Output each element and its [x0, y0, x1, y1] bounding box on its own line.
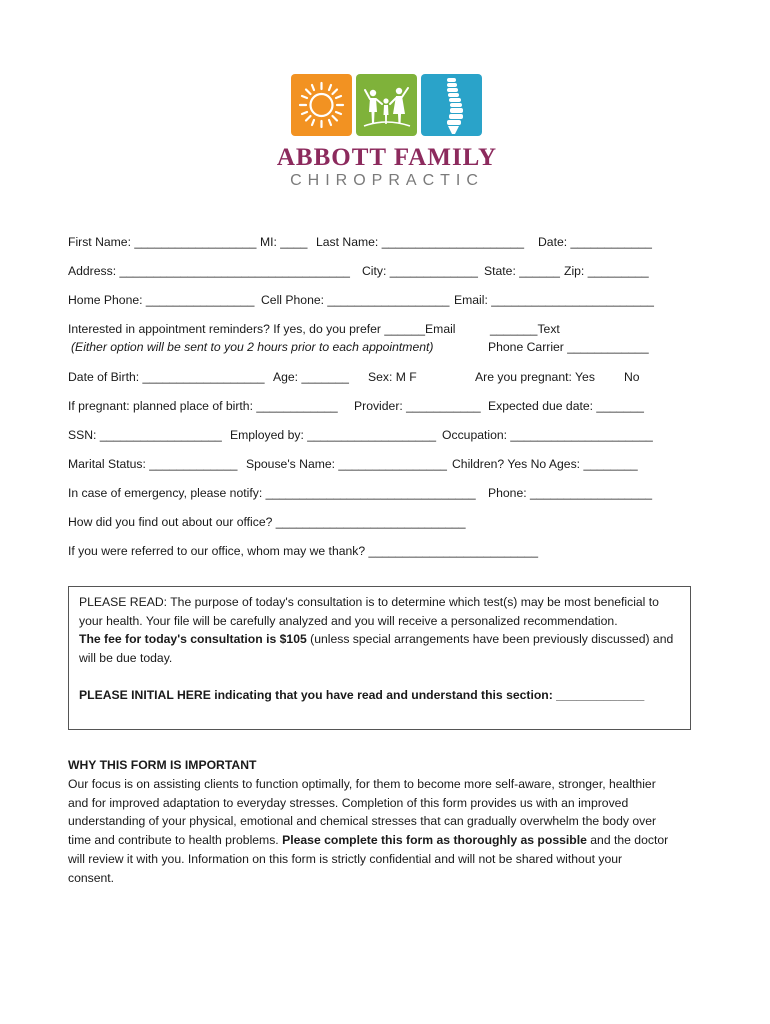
sex-options[interactable]: Sex: M F: [368, 370, 417, 384]
first-name-field[interactable]: First Name: __________________: [68, 235, 257, 249]
zip-field[interactable]: Zip: _________: [564, 264, 649, 278]
reminder-email-option[interactable]: Interested in appointment reminders? If yes, do you prefer ______Email: [68, 322, 456, 336]
logo: [291, 74, 483, 136]
cell-phone-field[interactable]: Cell Phone: __________________: [261, 293, 450, 307]
why-paragraph-line: and for improved adaptation to everyday stresses. Completion of this form provides us with an improved: [68, 796, 629, 810]
phone-carrier-field[interactable]: Phone Carrier ____________: [488, 340, 649, 354]
why-heading: WHY THIS FORM IS IMPORTANT: [68, 758, 257, 772]
pregnant-no-option[interactable]: No: [624, 370, 640, 384]
reminder-note: (Either option will be sent to you 2 hours prior to each appointment): [71, 340, 434, 354]
occupation-field[interactable]: Occupation: _____________________: [442, 428, 653, 442]
address-field[interactable]: Address: __________________________________: [68, 264, 350, 278]
why-paragraph-line: will review it with you. Information on this form is strictly confidential and will not be shared without your: [68, 852, 623, 866]
brand-name: ABBOTT FAMILY: [276, 144, 498, 171]
why-paragraph-line: Our focus is on assisting clients to function optimally, for them to become more self-aware, stronger, healthier: [68, 777, 656, 791]
referred-by-field[interactable]: If you were referred to our office, whom may we thank? _________________________: [68, 544, 538, 558]
family-icon: [356, 74, 417, 136]
notice-line: will be due today.: [79, 651, 173, 665]
complete-thoroughly-statement: Please complete this form as thoroughly as possible: [282, 833, 587, 847]
birth-place-field[interactable]: If pregnant: planned place of birth: ____________: [68, 399, 338, 413]
pregnant-yes-option[interactable]: Are you pregnant: Yes: [475, 370, 595, 384]
spouse-name-field[interactable]: Spouse's Name: ________________: [246, 457, 447, 471]
date-field[interactable]: Date: ____________: [538, 235, 652, 249]
age-field[interactable]: Age: _______: [273, 370, 349, 384]
notice-line: PLEASE READ: The purpose of today's consultation is to determine which test(s) may be most beneficial to: [79, 595, 659, 609]
why-paragraph-line: time and contribute to health problems. Please complete this form as thoroughly as possible and the doctor: [68, 833, 669, 847]
why-paragraph-line: consent.: [68, 871, 115, 885]
middle-initial-field[interactable]: MI: ____: [260, 235, 308, 249]
emergency-contact-field[interactable]: In case of emergency, please notify: _______________________________: [68, 486, 476, 500]
initial-here-field[interactable]: PLEASE INITIAL HERE indicating that you have read and understand this section: _____________: [79, 688, 645, 702]
employed-by-field[interactable]: Employed by: ___________________: [230, 428, 437, 442]
email-field[interactable]: Email: ________________________: [454, 293, 654, 307]
due-date-field[interactable]: Expected due date: _______: [488, 399, 644, 413]
ssn-field[interactable]: SSN: __________________: [68, 428, 222, 442]
notice-line: your health. Your file will be carefully analyzed and you will receive a personalized recommendation.: [79, 614, 618, 628]
provider-field[interactable]: Provider: ___________: [354, 399, 481, 413]
last-name-field[interactable]: Last Name: _____________________: [316, 235, 525, 249]
spine-icon: [421, 74, 482, 136]
fee-condition: (unless special arrangements have been previously discussed) and: [306, 632, 674, 646]
consultation-notice-box: [68, 586, 691, 730]
found-out-field[interactable]: How did you find out about our office? ____________________________: [68, 515, 466, 529]
children-field[interactable]: Children? Yes No Ages: ________: [452, 457, 638, 471]
state-field[interactable]: State: ______: [484, 264, 560, 278]
city-field[interactable]: City: _____________: [362, 264, 478, 278]
reminder-text-option[interactable]: _______Text: [490, 322, 560, 336]
notice-fee-line: [79, 631, 673, 647]
emergency-phone-field[interactable]: Phone: __________________: [488, 486, 653, 500]
why-paragraph-line: understanding of your physical, emotional and chemical stresses that can gradually overwhelm the body over: [68, 814, 657, 828]
sun-icon: [291, 74, 352, 136]
brand-subtitle: CHIROPRACTIC: [290, 172, 484, 189]
marital-status-field[interactable]: Marital Status: _____________: [68, 457, 238, 471]
fee-statement: The fee for today's consultation is $105: [79, 632, 307, 646]
home-phone-field[interactable]: Home Phone: ________________: [68, 293, 255, 307]
date-of-birth-field[interactable]: Date of Birth: __________________: [68, 370, 265, 384]
